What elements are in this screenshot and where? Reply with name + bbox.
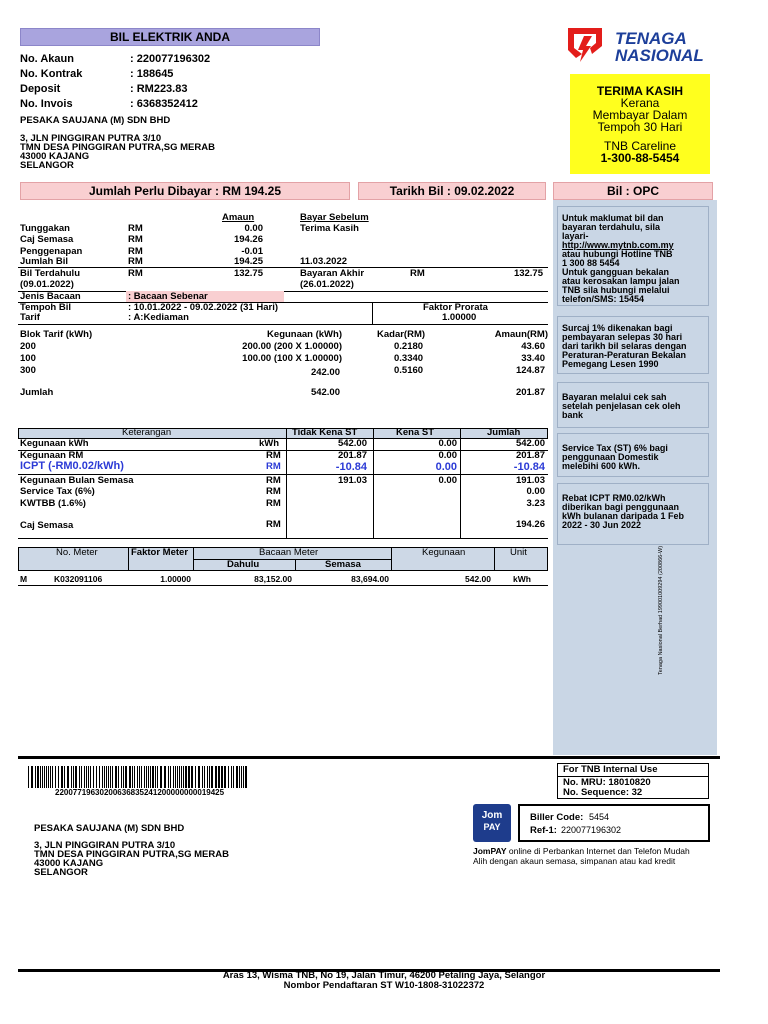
tariff-block: 300 bbox=[20, 365, 36, 376]
customer-address bbox=[20, 134, 215, 170]
address-line: 3, JLN PINGGIRAN PUTRA 3/10 bbox=[20, 133, 162, 144]
tax-row-total: 3.23 bbox=[526, 498, 545, 509]
address-line: TMN DESA PINGGIRAN PUTRA,SG MERAB bbox=[20, 142, 215, 153]
tariff-usage: 100.00 (100 X 1.00000) bbox=[242, 353, 342, 364]
prev-bill-amount: 132.75 bbox=[233, 268, 263, 279]
tax-row-nonst: 542.00 bbox=[337, 438, 367, 449]
charge-currency: RM bbox=[128, 256, 143, 267]
barcode bbox=[28, 766, 250, 788]
amount-due: Jumlah Perlu Dibayar : RM 194.25 bbox=[20, 182, 350, 200]
tax-total-unit: RM bbox=[266, 519, 281, 530]
divider bbox=[193, 559, 391, 560]
tear-line bbox=[18, 756, 720, 759]
tax-row-unit: RM bbox=[266, 450, 281, 461]
tax-row-total: 542.00 bbox=[515, 438, 545, 449]
tariff-block: 100 bbox=[20, 353, 36, 364]
meter-header-factor: Faktor Meter bbox=[131, 547, 189, 558]
address-line: 43000 KAJANG bbox=[20, 151, 90, 162]
footer-line1: Aras 13, Wisma TNB, No 19, Jalan Timur, 46200 Petaling Jaya, Selangor bbox=[222, 970, 546, 981]
bill-title: BIL ELEKTRIK ANDA bbox=[20, 28, 320, 46]
thanks-line: Tempoh 30 Hari bbox=[597, 120, 683, 134]
thanks-line: Kerana bbox=[620, 96, 660, 110]
sidebar-text: telefon/SMS: 15454 bbox=[562, 294, 645, 304]
sidebar-text: Surcaj 1% dikenakan bagi bbox=[562, 323, 673, 333]
divider bbox=[18, 585, 548, 586]
meter-prev-reading: 83,152.00 bbox=[254, 574, 292, 584]
tariff-value: : A:Kediaman bbox=[128, 312, 189, 323]
sidebar-text: dari tarikh bil selaras dengan bbox=[562, 341, 687, 351]
address-line: 3, JLN PINGGIRAN PUTRA 3/10 bbox=[34, 840, 176, 851]
internal-mru: No. MRU: 18010820 bbox=[563, 777, 651, 788]
tax-row-st: 0.00 bbox=[438, 438, 457, 449]
divider bbox=[18, 324, 548, 325]
sidebar-text: 2022 - 30 Jun 2022 bbox=[562, 520, 642, 530]
prorate-value: 1.00000 bbox=[442, 312, 477, 323]
prev-bill-date: (09.01.2022) bbox=[20, 279, 74, 290]
contract-label: No. Kontrak bbox=[20, 68, 83, 80]
bill-type: Bil : OPC bbox=[553, 182, 713, 200]
tax-header-desc: Keterangan bbox=[122, 427, 172, 438]
info-box-surcharge bbox=[557, 316, 709, 374]
amount-header: Amaun(RM) bbox=[494, 329, 548, 340]
internal-title: For TNB Internal Use bbox=[563, 764, 658, 775]
divider bbox=[295, 559, 296, 571]
tax-row-unit: RM bbox=[266, 475, 281, 486]
meter-curr-reading: 83,694.00 bbox=[351, 574, 389, 584]
tariff-total-usage: 542.00 bbox=[310, 387, 340, 398]
tax-table-header bbox=[18, 428, 548, 439]
deposit-label: Deposit bbox=[20, 83, 61, 95]
last-pay-currency: RM bbox=[410, 268, 425, 279]
reading-type-value: : Bacaan Sebenar bbox=[128, 291, 208, 302]
jompay-text bbox=[473, 846, 690, 866]
sidebar-text: Service Tax (ST) 6% bagi bbox=[562, 443, 668, 453]
tax-row-unit: kWh bbox=[259, 438, 280, 449]
mail-customer-name: PESAKA SAUJANA (M) SDN BHD bbox=[34, 823, 185, 834]
ref-value: 220077196302 bbox=[561, 825, 622, 835]
sidebar-text: Pemegang Lesen 1990 bbox=[562, 359, 659, 369]
deposit-value: : RM223.83 bbox=[130, 83, 188, 95]
prev-bill-label: Bil Terdahulu bbox=[20, 268, 80, 279]
sidebar-text: Bayaran melalui cek sah bbox=[562, 392, 667, 402]
jompay-text-line: online di Perbankan Internet dan Telefon Mudah bbox=[506, 846, 690, 856]
last-pay-date: (26.01.2022) bbox=[300, 279, 354, 290]
thanks-line: TERIMA KASIH bbox=[596, 84, 684, 98]
sidebar-text: TNB sila hubungi melalui bbox=[562, 285, 670, 295]
tax-row-nonst: 191.03 bbox=[337, 475, 367, 486]
tariff-label: Tarif bbox=[20, 312, 40, 323]
account-info bbox=[20, 52, 211, 112]
tax-row-total: 191.03 bbox=[515, 475, 545, 486]
address-line: SELANGOR bbox=[20, 160, 74, 171]
info-sidebar bbox=[553, 200, 717, 755]
meter-header-reading: Bacaan Meter bbox=[259, 547, 319, 558]
meter-sub-curr: Semasa bbox=[325, 559, 361, 570]
footer-address bbox=[0, 971, 768, 991]
jompay-logo-top: Jom bbox=[481, 810, 503, 821]
charge-currency: RM bbox=[128, 223, 143, 234]
tax-row-nonst: -10.84 bbox=[335, 461, 367, 473]
registration-vertical: Tenaga Nasional Berhad 199001009294 (200866-W) bbox=[658, 545, 664, 675]
tariff-rate: 0.3340 bbox=[394, 353, 424, 364]
tax-total-amount: 194.26 bbox=[515, 519, 545, 530]
account-label: No. Akaun bbox=[20, 53, 74, 65]
meter-header-no: No. Meter bbox=[56, 547, 98, 558]
tariff-amount: 124.87 bbox=[515, 365, 545, 376]
account-value: : 220077196302 bbox=[130, 53, 211, 65]
sidebar-text: Untuk maklumat bil dan bbox=[562, 213, 664, 223]
internal-use-box bbox=[557, 763, 709, 799]
tax-row-nonst: 201.87 bbox=[337, 450, 367, 461]
sidebar-text: Peraturan-Peraturan Bekalan bbox=[562, 350, 687, 360]
tariff-amount: 33.40 bbox=[521, 353, 545, 364]
tariff-block: 200 bbox=[20, 341, 36, 352]
tariff-usage: 200.00 (200 X 1.00000) bbox=[242, 341, 342, 352]
sidebar-text: kWh bulanan daripada 1 Feb bbox=[562, 511, 685, 521]
sidebar-text: pembayaran selepas 30 hari bbox=[562, 332, 683, 342]
info-box-icpt bbox=[557, 483, 709, 545]
divider bbox=[128, 547, 129, 571]
tax-row-unit: RM bbox=[266, 486, 281, 497]
biller-code-value: 5454 bbox=[589, 812, 610, 822]
sidebar-text: Untuk gangguan bekalan bbox=[562, 267, 670, 277]
meter-number: K032091106 bbox=[54, 574, 103, 584]
address-line: 43000 KAJANG bbox=[34, 858, 104, 869]
meter-sub-prev: Dahulu bbox=[227, 559, 260, 570]
usage-header: Kegunaan (kWh) bbox=[267, 329, 342, 340]
charge-amount: 194.26 bbox=[233, 234, 263, 245]
charge-extra: Terima Kasih bbox=[300, 223, 359, 234]
sidebar-text: bayaran terdahulu, sila bbox=[562, 222, 661, 232]
meter-header-usage: Kegunaan bbox=[422, 547, 466, 558]
customer-name: PESAKA SAUJANA (M) SDN BHD bbox=[20, 115, 171, 126]
tax-row-unit: RM bbox=[266, 498, 281, 509]
meter-type: M bbox=[20, 574, 28, 584]
charge-label: Caj Semasa bbox=[20, 234, 74, 245]
sidebar-text: atau kerosakan lampu jalan bbox=[562, 276, 680, 286]
tax-row-label: KWTBB (1.6%) bbox=[20, 498, 86, 509]
mytnb-link[interactable]: http://www.mytnb.com.my bbox=[562, 240, 674, 250]
careline-number: 1-300-88-5454 bbox=[600, 151, 680, 165]
divider bbox=[494, 547, 495, 571]
tax-row-total: 201.87 bbox=[515, 450, 545, 461]
jompay-text-line: Alih dengan akaun semasa, simpanan atau kad kredit bbox=[473, 856, 676, 866]
tax-row-label: ICPT (-RM0.02/kWh) bbox=[20, 460, 124, 472]
jompay-details-box bbox=[518, 804, 710, 842]
tariff-total-amount: 201.87 bbox=[515, 387, 545, 398]
contract-value: : 188645 bbox=[130, 68, 174, 80]
info-box-cheque bbox=[557, 382, 709, 428]
tariff-amount: 43.60 bbox=[521, 341, 545, 352]
tax-header-total: Jumlah bbox=[487, 427, 521, 438]
thank-you-box bbox=[570, 74, 710, 174]
sidebar-text: melebihi 600 kWh. bbox=[562, 461, 641, 471]
tax-row-label: Kegunaan RM bbox=[20, 450, 84, 461]
biller-code-label: Biller Code: bbox=[530, 812, 584, 823]
col-bayar-sebelum: Bayar Sebelum bbox=[300, 212, 369, 223]
tax-row-st: 0.00 bbox=[435, 461, 457, 473]
sidebar-text: setelah penjelasan cek oleh bbox=[562, 401, 681, 411]
charge-label: Tunggakan bbox=[20, 223, 70, 234]
tax-row-total: 0.00 bbox=[526, 486, 545, 497]
tariff-usage: 242.00 bbox=[310, 367, 340, 378]
charge-amount: -0.01 bbox=[241, 246, 263, 257]
blok-header: Blok Tarif (kWh) bbox=[20, 329, 93, 340]
sidebar-text: Rebat ICPT RM0.02/kWh bbox=[562, 493, 666, 503]
tariff-rate: 0.5160 bbox=[394, 365, 424, 376]
divider bbox=[18, 538, 548, 539]
meter-unit: kWh bbox=[513, 574, 531, 584]
meter-usage: 542.00 bbox=[465, 574, 491, 584]
address-line: TMN DESA PINGGIRAN PUTRA,SG MERAB bbox=[34, 849, 229, 860]
charge-amount: 194.25 bbox=[233, 256, 263, 267]
info-box-service-tax bbox=[557, 433, 709, 477]
invoice-label: No. Invois bbox=[20, 98, 73, 110]
charge-currency: RM bbox=[128, 246, 143, 257]
careline-label: TNB Careline bbox=[603, 139, 677, 153]
sidebar-text: diberikan bagi penggunaan bbox=[562, 502, 680, 512]
meter-factor: 1.00000 bbox=[160, 574, 191, 584]
tariff-total-label: Jumlah bbox=[20, 387, 54, 398]
charge-label: Penggenapan bbox=[20, 246, 83, 257]
prorate-label: Faktor Prorata bbox=[423, 302, 488, 313]
tax-row-total: -10.84 bbox=[513, 461, 545, 473]
barcode-number: 22007719630200636835241200000000019425 bbox=[55, 788, 225, 797]
mail-customer-address bbox=[34, 841, 229, 877]
charge-label: Jumlah Bil bbox=[20, 256, 69, 267]
tax-header-nonst: Tidak Kena ST bbox=[292, 427, 358, 438]
sidebar-text: atau hubungi Hotline TNB bbox=[562, 249, 673, 259]
divider bbox=[18, 267, 548, 268]
divider bbox=[391, 547, 392, 571]
tax-row-st: 0.00 bbox=[438, 475, 457, 486]
tax-row-st: 0.00 bbox=[438, 450, 457, 461]
divider bbox=[193, 547, 194, 571]
prev-bill-currency: RM bbox=[128, 268, 143, 279]
tax-row-label: Service Tax (6%) bbox=[20, 486, 95, 497]
tnb-logo-icon bbox=[562, 24, 608, 68]
tax-row-label: Kegunaan Bulan Semasa bbox=[20, 475, 134, 486]
thanks-line: Membayar Dalam bbox=[592, 108, 688, 122]
tax-total-label: Caj Semasa bbox=[20, 520, 74, 531]
rate-header: Kadar(RM) bbox=[377, 329, 426, 340]
charge-currency: RM bbox=[128, 234, 143, 245]
tax-row-unit: RM bbox=[266, 461, 281, 472]
info-box-contact bbox=[557, 206, 709, 306]
footer-line2: Nombor Pendaftaran ST W10-1808-31022372 bbox=[283, 980, 485, 991]
reading-type-label: Jenis Bacaan bbox=[20, 291, 81, 302]
sidebar-text: 1 300 88 5454 bbox=[562, 258, 620, 268]
col-amaun: Amaun bbox=[222, 212, 255, 223]
logo-line2: NASIONAL bbox=[615, 46, 704, 65]
last-pay-amount: 132.75 bbox=[513, 268, 543, 279]
tax-row-label: Kegunaan kWh bbox=[20, 438, 89, 449]
tnb-logo bbox=[560, 24, 720, 70]
divider bbox=[372, 302, 373, 324]
bill-date: Tarikh Bil : 09.02.2022 bbox=[358, 182, 546, 200]
last-pay-label: Bayaran Akhir bbox=[300, 268, 365, 279]
jompay-logo bbox=[473, 804, 511, 842]
invoice-value: : 6368352412 bbox=[130, 98, 198, 110]
address-line: SELANGOR bbox=[34, 867, 88, 878]
tax-header-st: Kena ST bbox=[396, 427, 435, 438]
logo-line1: TENAGA bbox=[615, 29, 687, 48]
pay-before-date: 11.03.2022 bbox=[300, 256, 348, 267]
internal-sequence: No. Sequence: 32 bbox=[563, 787, 643, 798]
charge-amount: 0.00 bbox=[244, 223, 263, 234]
meter-header-unit: Unit bbox=[510, 547, 527, 558]
jompay-brand: JomPAY bbox=[473, 846, 507, 856]
period-value: : 10.01.2022 - 09.02.2022 (31 Hari) bbox=[128, 302, 278, 313]
sidebar-text: layari- bbox=[562, 231, 589, 241]
sidebar-text: bank bbox=[562, 410, 584, 420]
jompay-logo-bottom: PAY bbox=[483, 822, 501, 832]
sidebar-text: penggunaan Domestik bbox=[562, 452, 659, 462]
ref-label: Ref-1: bbox=[530, 825, 557, 836]
tariff-rate: 0.2180 bbox=[394, 341, 424, 352]
period-label: Tempoh Bil bbox=[20, 302, 72, 313]
